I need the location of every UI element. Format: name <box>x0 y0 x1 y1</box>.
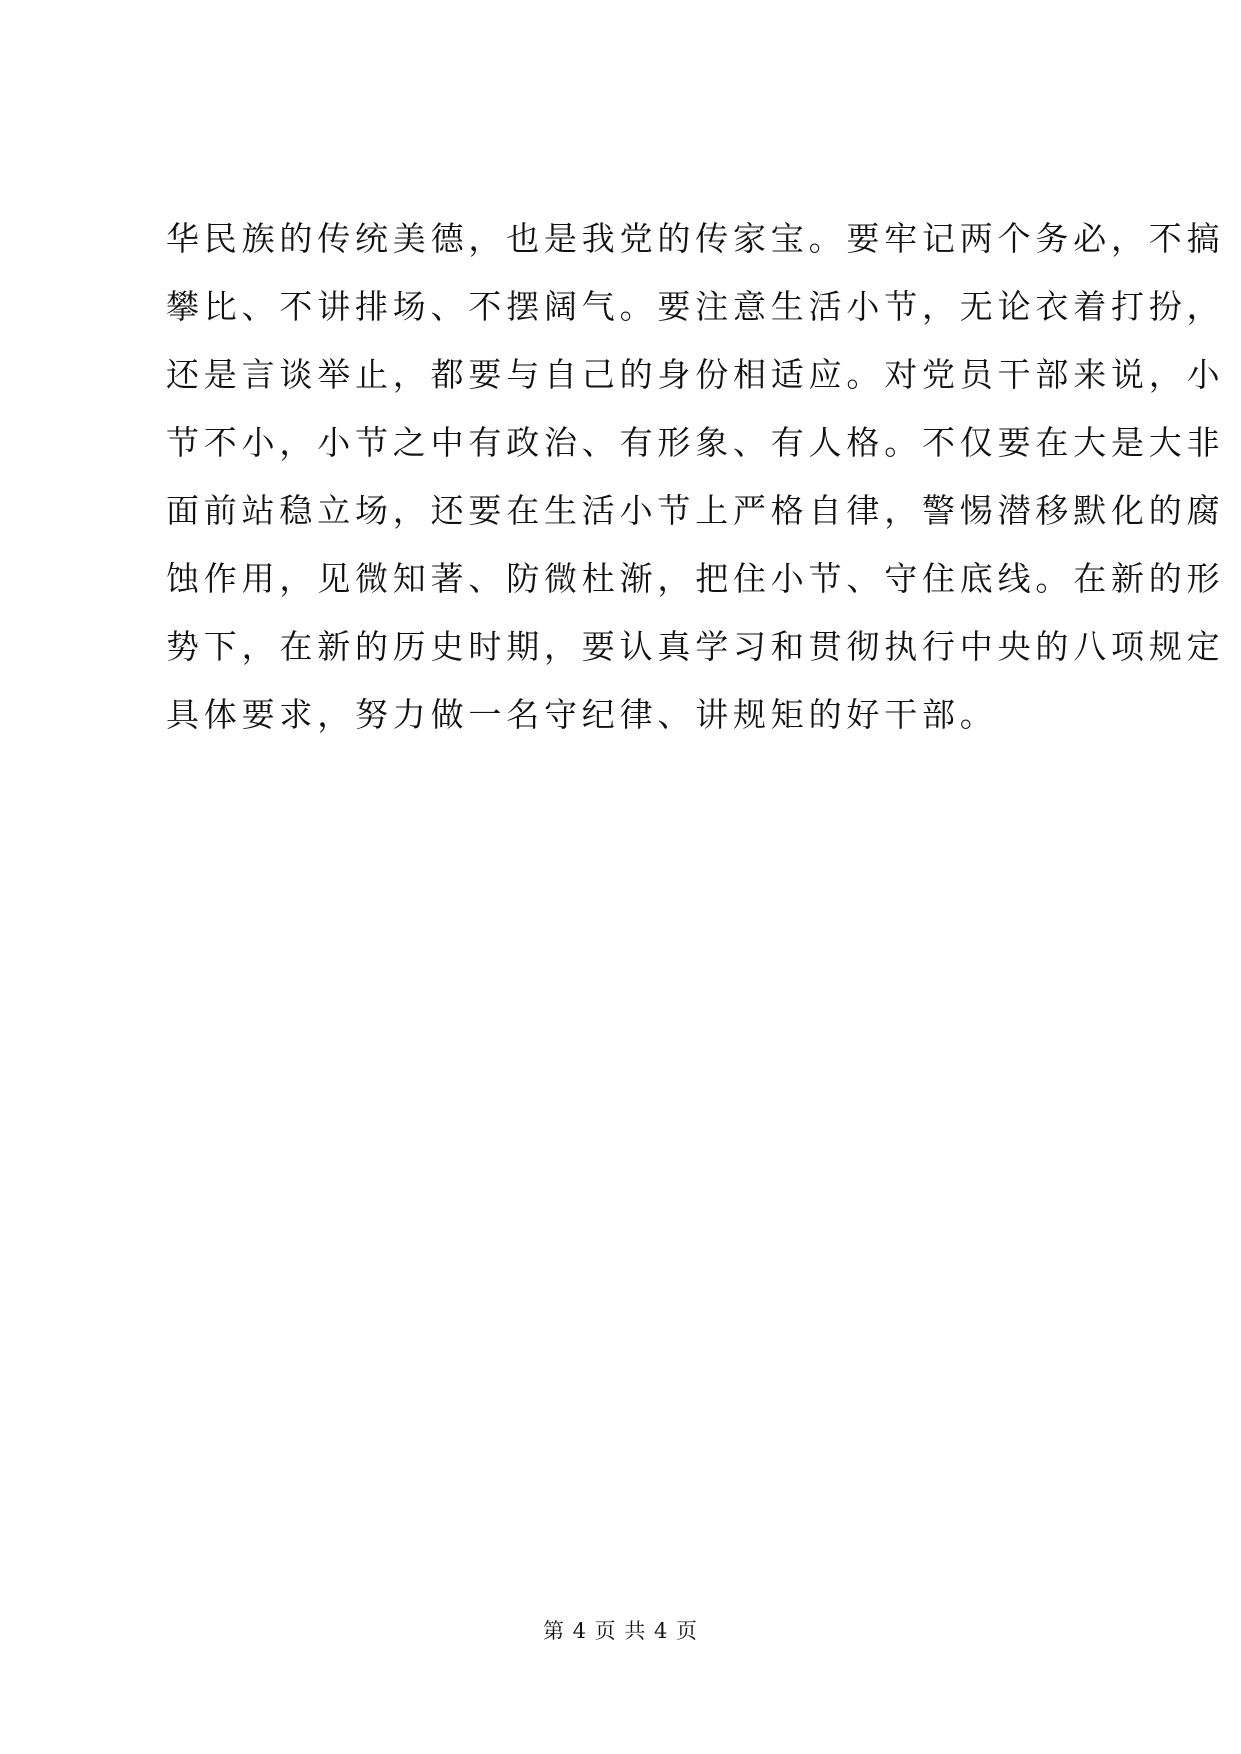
text-line: 攀比、不讲排场、不摆阔气。要注意生活小节，无论衣着打扮， <box>166 287 1225 326</box>
text-line: 蚀作用，见微知著、防微杜渐，把住小节、守住底线。在新的形 <box>166 559 1225 598</box>
text-line: 华民族的传统美德，也是我党的传家宝。要牢记两个务必，不搞 <box>166 219 1225 258</box>
text-line: 势下，在新的历史时期，要认真学习和贯彻执行中央的八项规定 <box>166 627 1225 666</box>
text-line: 面前站稳立场，还要在生活小节上严格自律，警惕潜移默化的腐 <box>166 491 1225 530</box>
page-number-footer: 第 4 页 共 4 页 <box>542 1619 699 1643</box>
text-line: 节不小，小节之中有政治、有形象、有人格。不仅要在大是大非 <box>166 423 1225 462</box>
body-paragraph <box>166 205 1225 749</box>
text-line: 还是言谈举止，都要与自己的身份相适应。对党员干部来说，小 <box>166 355 1225 394</box>
text-line: 具体要求，努力做一名守纪律、讲规矩的好干部。 <box>166 695 998 734</box>
